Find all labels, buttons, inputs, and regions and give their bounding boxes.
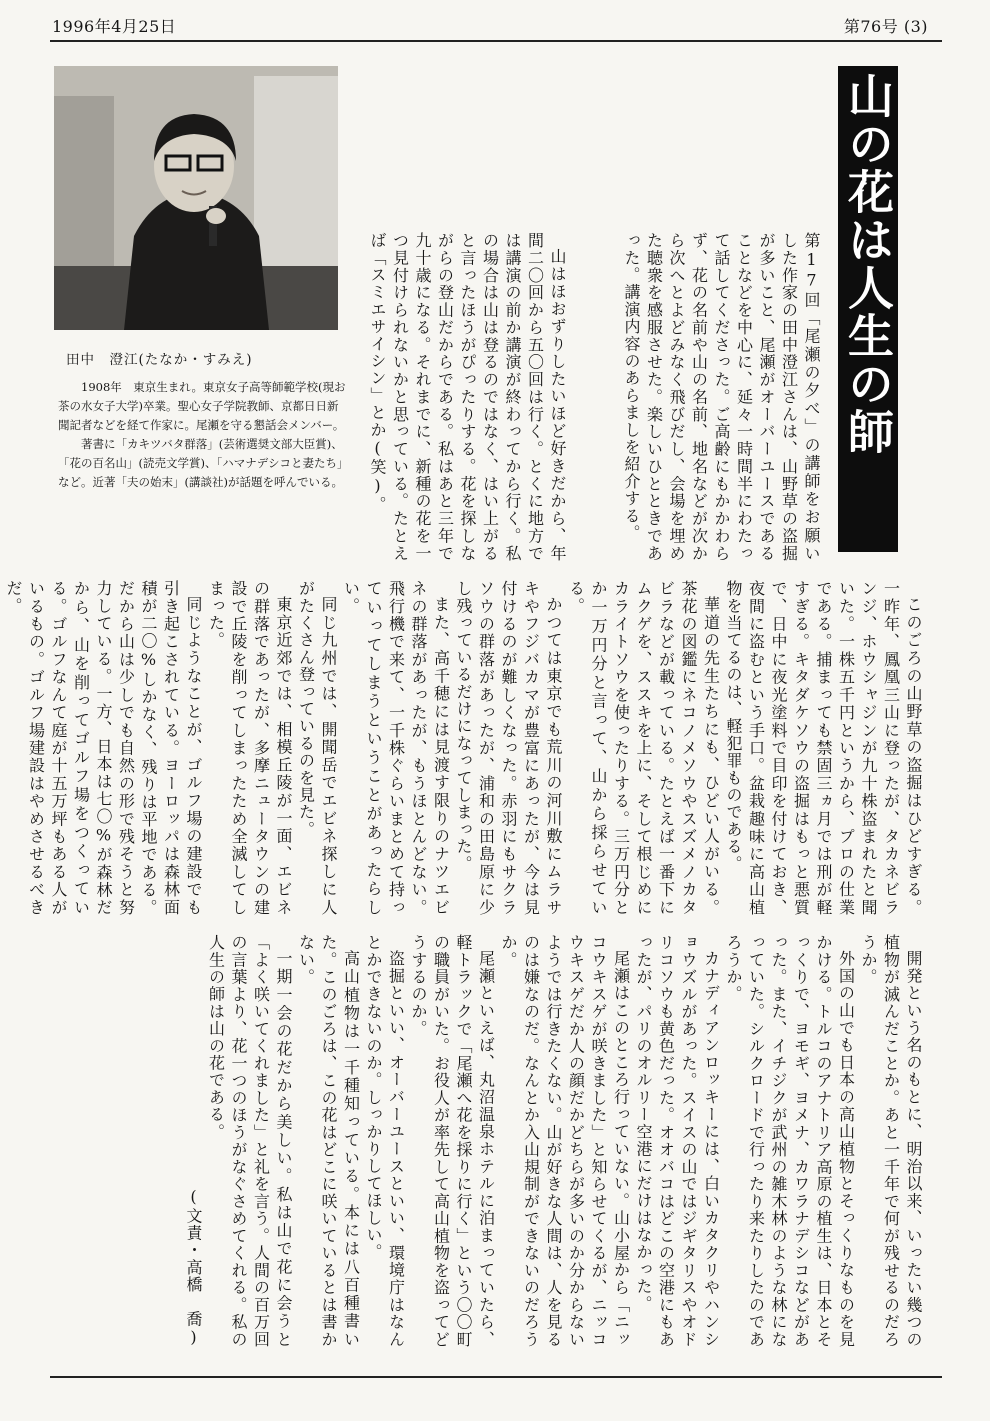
middle-paragraph: このごろの山野草の盗掘はひどすぎる。一昨年、鳳凰三山に登ったが、タカネビランジ、ホウシャジンが九十株盗まれたと聞いた。一株五千円というから、プロの仕業である。捕まっても禁固三ヵ月では刑が軽すぎる。キタダケソウの盗掘はもっと悪質で、日中に夜光塗料で目印を付けておき、夜間に盗むという手口。盆栽趣味に高山植物を当てるのは、軽犯罪ものである。	[724, 580, 923, 916]
profile-paragraph: 著書に「カキツバタ群落」(芸術選奨文部大臣賞)、「花の百名山」(読売文学賞)、「ハマナデシコと妻たち」など。近著「夫の始末」(講談社)が話題を呼んでいる。	[58, 437, 343, 489]
lower-paragraph: 尾瀬はこのところ行っていない。山小屋から「ニッコウキスゲが咲きました」と知らせてくるが、ニッコウキスゲだか人の顔だかどちらが多いのか分からないようでは行きたくない。山が好きな人間は、人を見るのは嫌なのだ。なんとか入山規制ができないのだろうか。	[499, 934, 631, 1348]
middle-text	[4, 580, 924, 916]
lower-paragraph: 尾瀬といえば、丸沼温泉ホテルに泊まっていたら、軽トラックで「尾瀬へ花を採りに行く」という〇〇町の職員がいた。お役人が率先して高山植物を盗ってどうするのか。	[409, 934, 496, 1348]
intro-text	[578, 232, 822, 562]
middle-paragraph: 東京近郊では、相模丘陵が一面、エビネの群落であったが、多摩ニュータウンの建設で丘陵を削ってしまったため全滅してしまった。	[206, 580, 293, 916]
credit-line: (文責・高橋 喬)	[184, 1187, 203, 1348]
top-rule	[50, 40, 942, 42]
author-profile	[58, 378, 348, 492]
bottom-rule	[50, 1376, 942, 1378]
issue-number: 第76号 (3)	[843, 17, 928, 36]
issue-date: 1996年4月25日	[52, 17, 177, 36]
intro-paragraph: 第17回「尾瀬の夕べ」の講師をお願いした作家の田中澄江さんは、山野草の盗掘が多いこと、尾瀬がオーバーユースであることなどを中心に、延々一時間半にわたって話してくださった。ご高齢にもかかわらず、花の名前や山の名前、地名などが次から次へとよどみなく飛びだし、会場を埋めた聴衆を感服させた。楽しいひとときであった。講演内容のあらましを紹介する。	[622, 232, 821, 562]
opening-paragraph: 山はほおずりしたいほど好きだから、年間二〇回から五〇回は行く。とくに地方では講演の前か講演が終わってから行く。私の場合は山は登るのではなく、はい上がると言ったほうがぴったりする。花を探しながらの登山だからである。私はあと三年で九十歳になる。それまでに、新種の花を一つ見付けられないかと思っている。たとえば「スミエサイシン」とか(笑)。	[368, 232, 567, 562]
profile-paragraph: 1908年 東京生まれ。東京女子高等師範学校(現お茶の水女子大学)卒業。聖心女子学院教師、京都日日新聞記者などを経て作家に。尾瀬を守る懇話会メンバー。	[58, 380, 346, 432]
speaker-photo	[54, 66, 338, 330]
middle-paragraph: 同じようなことが、ゴルフ場の建設でも引き起こされている。ヨーロッパは森林面積が二〇%しかなく、残りは平地である。だから山は少しでも自然の形で残そうと努力している。一方、日本は七〇%が森林だから、山を削ってゴルフ場をつくっている。ゴルフなんて庭が十五万坪もある人がいるもの。ゴルフ場建設はやめさせるべきだ。	[4, 580, 203, 916]
opening-text	[362, 232, 568, 562]
middle-paragraph: 同じ九州では、開聞岳でエビネ探しに人がたくさん登っているのを見た。	[296, 580, 338, 916]
photo-caption: 田中 澄江(たなか・すみえ)	[66, 352, 253, 368]
middle-paragraph: また、高千穂には見渡す限りのナツエビネの群落があったが、もうほとんどない。飛行機で来て、一千株ぐらいまとめて持っていってしまうということがあったらしい。	[341, 580, 451, 916]
lower-paragraph: カナディアンロッキーには、白いカタクリやハンショウズルがあった。スイスの山ではジギタリスやオドリコソウも黄色だった。オオバコはどこの空港にもあったが、パリのオルリー空港にだけはなかった。	[634, 934, 721, 1348]
lower-paragraph: 開発という名のもとに、明治以来、いったい幾つの植物が滅んだことか。あと一千年で何が残せるのだろうか。	[859, 934, 923, 1348]
article-title: 山の花は人生の師	[841, 72, 895, 456]
lower-paragraph: 盗掘といい、オーバーユースといい、環境庁はなんとかできないのか。しっかりしてほしい。	[364, 934, 406, 1348]
lower-text	[184, 934, 924, 1348]
middle-paragraph: かつては東京でも荒川の河川敷にムラサキやフジバカマが豊富にあったが、今は見付けるのが難しくなった。赤羽にもサクラソウの群落があったが、浦和の田島原に少し残っているだけになってしまった。	[454, 580, 563, 916]
lower-paragraph: 一期一会の花だから美しい。私は山で花に会うと「よく咲いてくれました」と礼を言う。人間の百万回の言葉より、花一つのほうがなぐさめてくれる。私の人生の師は山の花である。	[206, 934, 293, 1348]
lower-paragraph: 外国の山でも日本の高山植物とそっくりなものを見かける。トルコのアナトリア高原の植生は、日本とそっくりで、ヨモギ、ヨメナ、カワラナデシコなどがあった。また、イチジクが武州の雑木林のような林になっていた。シルクロードで行ったり来たりしたのであろうか。	[724, 934, 856, 1348]
middle-paragraph: 華道の先生たちにも、ひどい人がいる。茶花の図鑑にネコノメソウやスズメノカタビラなどが載っている。たとえば一番下にムクゲを、ススキを上に、そして根じめにカライトソウを使ったりする。三万円分とか一万円分と言って、山から採らせている。	[566, 580, 721, 916]
lower-paragraph: 高山植物は一千種知っている。本には八百種書いた。このごろは、この花はどこに咲いているとは書かない。	[296, 934, 361, 1348]
